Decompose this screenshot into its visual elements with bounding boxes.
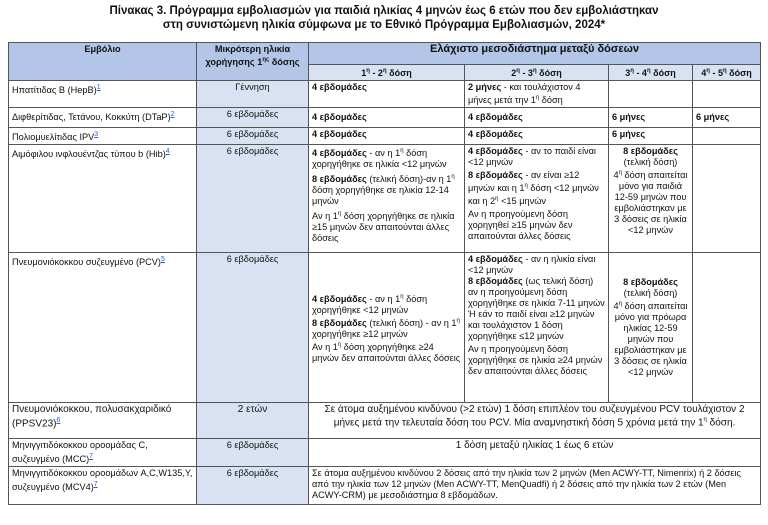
min-age: 6 εβδομάδες	[197, 128, 309, 145]
interval-all: Σε άτομα αυξημένου κινδύνου 2 δόσεις από την ηλικία των 2 μηνών (Men ACWY-TT, Nimenrix) ή 2 δόσεις από την ηλικία των 12 μηνών (Men ACWY-TT, MenQuadfi) ή 2 δόσεις από την ηλικία των 2 ετών (Men ACWY-CRM) με μεσοδιάστημα 8 εβδομάδων.	[309, 467, 761, 505]
title-line-1: Πίνακας 3. Πρόγραμμα εμβολιασμών για παιδιά ηλικίας 4 μηνών έως 6 ετών που δεν εμβολιάστηκαν	[109, 5, 659, 17]
header-dose-4-5: $4^\eta - 5^\eta$ δόση	[693, 65, 761, 81]
footnote-link[interactable]: 2	[170, 111, 175, 119]
table-row	[9, 467, 761, 505]
header-min-age: Μικρότερη ηλικία χορήγησης $1^{\eta\varsigma}$ δόσης	[197, 43, 309, 81]
vaccine-name: Μηνιγγιτιδόκοκκου οροομάδων A,C,W135,Y, συζευγμένο (MCV4)$^7$	[9, 467, 197, 505]
footnote-link[interactable]: 7	[93, 481, 98, 489]
min-age: 6 εβδομάδες	[197, 439, 309, 467]
interval-3-4	[609, 81, 693, 108]
table-row	[9, 253, 761, 403]
vaccine-name: Αιμόφιλου ινφλουέντζας τύπου b (Hib)$^4$	[9, 145, 197, 253]
interval-2-3: 4 εβδομάδες	[465, 108, 609, 128]
interval-4-5	[693, 253, 761, 403]
table-row	[9, 403, 761, 439]
header-dose-2-3: $2^\eta - 3^\eta$ δόση	[465, 65, 609, 81]
table-row	[9, 128, 761, 145]
footnote-link[interactable]: 5	[160, 256, 165, 264]
min-age: 6 εβδομάδες	[197, 253, 309, 403]
interval-3-4: 8 εβδομάδες (τελική δόση) $4^\eta$ δόση απαιτείται μόνο για παιδιά 12-59 μηνών που εμβολιάστηκαν με 3 δόσεις σε ηλικία <12 μηνών	[609, 145, 693, 253]
footnote-link[interactable]: 3	[94, 131, 99, 139]
table-row	[9, 81, 761, 108]
interval-2-3: 2 μήνες - και τουλάχιστον 4 μήνες μετά την $1^\eta$ δόση	[465, 81, 609, 108]
footnote-link[interactable]: 7	[89, 453, 94, 461]
interval-1-2: 4 εβδομάδες	[309, 128, 465, 145]
vaccine-name: Πνευμονιόκοκκου, πολυσακχαριδικό (PPSV23)$^6$	[9, 403, 197, 439]
table-row	[9, 145, 761, 253]
min-age: 2 ετών	[197, 403, 309, 439]
vaccine-name: Διφθερίτιδας, Τετάνου, Κοκκύτη (DTaP)$^2$	[9, 108, 197, 128]
interval-4-5: 6 μήνες	[693, 108, 761, 128]
interval-2-3: 4 εβδομάδες - αν το παιδί είναι <12 μηνών 8 εβδομάδες - αν είναι ≥12 μηνών και η $1^\eta$ δόση <12 μηνών και η $2^\eta <15$ μηνών Αν η προηγούμενη δόση χορηγηθεί ≥15 μηνών δεν απαιτούνται άλλες δόσεις	[465, 145, 609, 253]
vaccination-table	[8, 42, 761, 505]
vaccine-name: Πολιομυελίτιδας IPV$^3$	[9, 128, 197, 145]
header-dose-3-4: $3^\eta - 4^\eta$ δόση	[609, 65, 693, 81]
vaccine-name: Ηπατίτιδας Β (HepB)$^1$	[9, 81, 197, 108]
min-age: 6 εβδομάδες	[197, 467, 309, 505]
table-row	[9, 108, 761, 128]
header-dose-1-2: $1^\eta - 2^\eta$ δόση	[309, 65, 465, 81]
interval-all: Σε άτομα αυξημένου κινδύνου (>2 ετών) 1 δόση επιπλέον του συζευγμένου PCV τουλάχιστον 2 μήνες μετά την τελευταία δόση του PCV. Μία αναμνηστική δόση 5 χρόνια μετά την $1^\eta$ δόση.	[309, 403, 761, 439]
header-vaccine: Εμβόλιο	[9, 43, 197, 81]
interval-3-4: 6 μήνες	[609, 128, 693, 145]
footnote-link[interactable]: 4	[165, 148, 170, 156]
interval-2-3: 4 εβδομάδες	[465, 128, 609, 145]
table-title	[0, 0, 768, 34]
interval-all: 1 δόση μεταξύ ηλικίας 1 έως 6 ετών	[309, 439, 761, 467]
vaccine-name: Πνευμονιόκοκκου συζευγμένο (PCV)$^5$	[9, 253, 197, 403]
title-line-2: στη συνιστώμενη ηλικία σύμφωνα με το Εθνικό Πρόγραμμα Εμβολιασμών, 2024*	[162, 19, 606, 31]
interval-1-2: 4 εβδομάδες	[309, 81, 465, 108]
min-age: 6 εβδομάδες	[197, 108, 309, 128]
interval-4-5	[693, 145, 761, 253]
interval-1-2: 4 εβδομάδες - αν η $1^\eta$ δόση χορηγήθηκε <12 μηνών 8 εβδομάδες (τελική δόση) - αν η $1^\eta$ χορηγήθηκε ≥12 μηνών Αν η $1^\eta$ δόση χορηγήθηκε ≥24 μηνών δεν απαιτούνται άλλες δόσεις	[309, 253, 465, 403]
interval-4-5	[693, 128, 761, 145]
min-age: 6 εβδομάδες	[197, 145, 309, 253]
interval-2-3: 4 εβδομάδες - αν η ηλικία είναι <12 μηνών 8 εβδομάδες (ως τελική δόση) αν η προηγούμενη δόση χορηγήθηκε σε ηλικία 7-11 μηνών Ή εάν το παιδί είναι ≥12 μηνών και τουλάχιστον 1 δόση χορηγήθηκε ≤12 μηνών Αν η προηγούμενη δόση χορηγήθηκε σε ηλικία ≥24 μηνών δεν απαιτούνται άλλες δόσεις	[465, 253, 609, 403]
interval-1-2: 4 εβδομάδες - αν η $1^\eta$ δόση χορηγήθηκε σε ηλικία <12 μηνών 8 εβδομάδες (τελική δόση)-αν η $1^\eta$ δόση χορηγήθηκε σε ηλικία 12-14 μηνών Αν η $1^\eta$ δόση χορηγήθηκε σε ηλικία ≥15 μηνών δεν απαιτούνται άλλες δόσεις	[309, 145, 465, 253]
table-row	[9, 439, 761, 467]
interval-4-5	[693, 81, 761, 108]
interval-1-2: 4 εβδομάδες	[309, 108, 465, 128]
min-age: Γέννηση	[197, 81, 309, 108]
interval-3-4: 6 μήνες	[609, 108, 693, 128]
footnote-link[interactable]: 6	[56, 417, 61, 425]
footnote-link[interactable]: 1	[96, 84, 101, 91]
interval-3-4: 8 εβδομάδες (τελική δόση) $4^\eta$ δόση απαιτείται μόνο για πρόωρα ηλικίας 12-59 μηνών που εμβολιάστηκαν με 3 δόσεις σε ηλικία <12 μηνών	[609, 253, 693, 403]
vaccine-name: Μηνιγγιτιδόκοκκου οροομάδας C, συζευγμένο (MCC)$^7$	[9, 439, 197, 467]
header-min-interval: Ελάχιστο μεσοδιάστημα μεταξύ δόσεων	[309, 43, 761, 65]
